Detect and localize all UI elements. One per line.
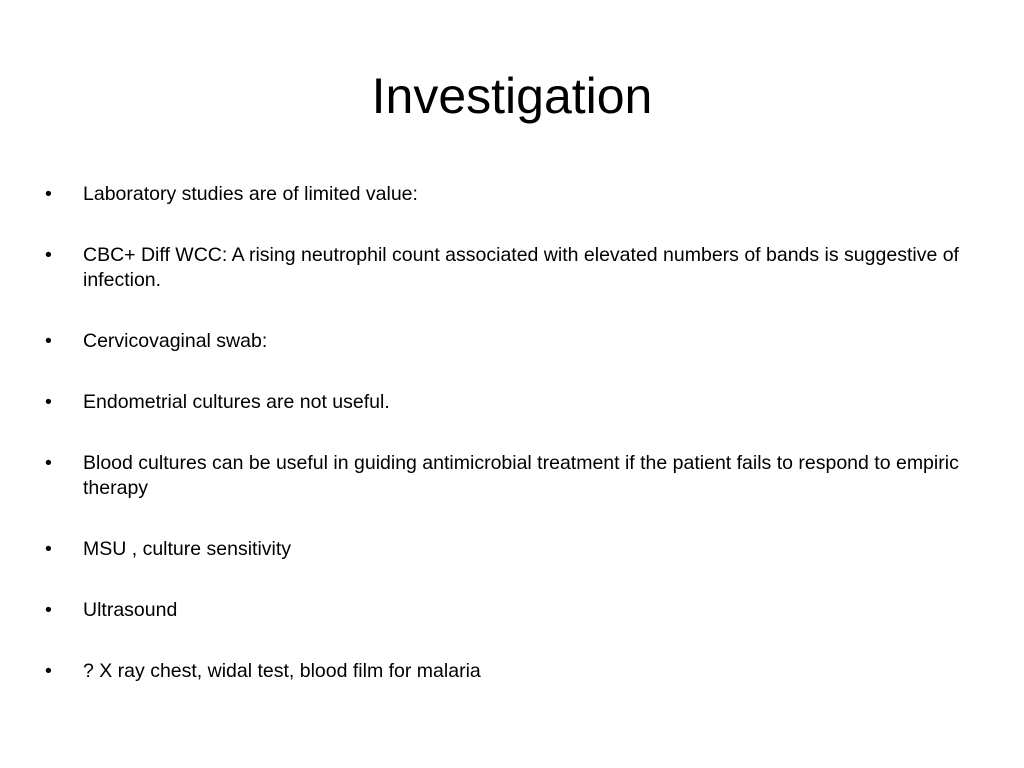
- bullet-item: [45, 390, 980, 415]
- bullet-icon: •: [45, 391, 52, 413]
- bullet-icon: •: [45, 244, 52, 266]
- bullet-text: Laboratory studies are of limited value:: [83, 183, 418, 205]
- bullet-text: Blood cultures can be useful in guiding antimicrobial treatment if the patient fails to respond to empiric therapy: [83, 452, 959, 499]
- bullet-text: Ultrasound: [83, 599, 178, 621]
- bullet-item: [45, 182, 980, 207]
- slide-title: Investigation: [371, 68, 653, 124]
- bullet-icon: •: [45, 538, 52, 560]
- bullet-item: [45, 451, 980, 501]
- bullet-text: Cervicovaginal swab:: [83, 330, 268, 352]
- bullet-text: ? X ray chest, widal test, blood film for malaria: [83, 660, 481, 682]
- bullet-item: [45, 243, 980, 293]
- bullet-list: [45, 182, 980, 720]
- bullet-icon: •: [45, 452, 52, 474]
- bullet-item: [45, 329, 980, 354]
- bullet-icon: •: [45, 599, 52, 621]
- bullet-icon: •: [45, 330, 52, 352]
- bullet-item: [45, 537, 980, 562]
- bullet-text: MSU , culture sensitivity: [83, 538, 292, 560]
- bullet-text: CBC+ Diff WCC: A rising neutrophil count associated with elevated numbers of bands is suggestive of infection.: [83, 244, 959, 291]
- bullet-item: [45, 659, 980, 684]
- bullet-text: Endometrial cultures are not useful.: [83, 391, 390, 413]
- bullet-icon: •: [45, 183, 52, 205]
- bullet-item: [45, 598, 980, 623]
- bullet-icon: •: [45, 660, 52, 682]
